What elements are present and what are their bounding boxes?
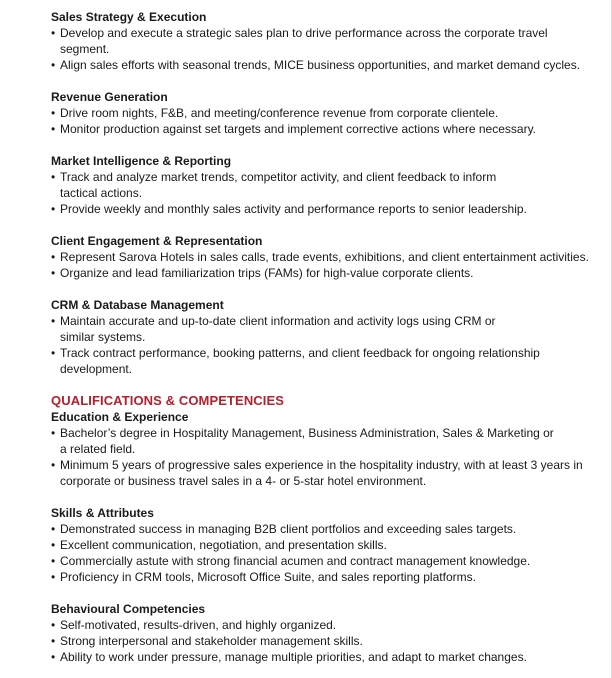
list-item: • Provide weekly and monthly sales activity and performance reports to senior leadership.	[51, 202, 527, 216]
subsection-education-experience	[51, 409, 596, 489]
list-item: • Develop and execute a strategic sales plan to drive performance across the corporate travel segment.	[51, 26, 548, 56]
bullet-list	[51, 249, 596, 281]
bullet-list	[51, 25, 596, 73]
list-item: • Organize and lead familiarization trips (FAMs) for high-value corporate clients.	[51, 266, 474, 280]
section-client-engagement	[51, 233, 596, 281]
list-item: • Drive room nights, F&B, and meeting/conference revenue from corporate clientele.	[51, 106, 499, 120]
section-title: Revenue Generation	[51, 90, 168, 104]
bullet-list	[51, 105, 596, 137]
list-item: • Ability to work under pressure, manage multiple priorities, and adapt to market changes.	[51, 650, 527, 664]
list-item: • Bachelor’s degree in Hospitality Management, Business Administration, Sales & Marketing or a related field.	[51, 426, 554, 456]
bullet-list	[51, 521, 596, 585]
bullet-list	[51, 425, 596, 489]
list-item: • Commercially astute with strong financial acumen and contract management knowledge.	[51, 554, 531, 568]
list-item: • Maintain accurate and up-to-date client information and activity logs using CRM or similar systems.	[51, 314, 496, 344]
section-title: Client Engagement & Representation	[51, 234, 263, 248]
list-item: • Monitor production against set targets and implement corrective actions where necessary.	[51, 122, 537, 136]
subsection-behavioural-competencies	[51, 601, 596, 665]
list-item: • Track contract performance, booking patterns, and client feedback for ongoing relationship development.	[51, 346, 540, 376]
list-item: • Excellent communication, negotiation, and presentation skills.	[51, 538, 387, 552]
document-content	[51, 9, 596, 665]
qualifications-heading: QUALIFICATIONS & COMPETENCIES	[51, 393, 285, 408]
bullet-list	[51, 617, 596, 665]
list-item: • Track and analyze market trends, competitor activity, and client feedback to inform tactical actions.	[51, 170, 497, 200]
section-title: CRM & Database Management	[51, 298, 224, 312]
section-title: Sales Strategy & Execution	[51, 10, 207, 24]
list-item: • Represent Sarova Hotels in sales calls, trade events, exhibitions, and client entertainment activities.	[51, 250, 589, 264]
bullet-list	[51, 313, 596, 377]
list-item: • Proficiency in CRM tools, Microsoft Office Suite, and sales reporting platforms.	[51, 570, 476, 584]
list-item: • Align sales efforts with seasonal trends, MICE business opportunities, and market demand cycles.	[51, 58, 581, 72]
qualifications-section	[51, 393, 596, 665]
section-revenue-generation	[51, 89, 596, 137]
list-item: • Strong interpersonal and stakeholder management skills.	[51, 634, 363, 648]
section-title: Skills & Attributes	[51, 506, 154, 520]
section-sales-strategy	[51, 9, 596, 73]
subsection-skills-attributes	[51, 505, 596, 585]
bullet-list	[51, 169, 596, 217]
list-item: • Demonstrated success in managing B2B client portfolios and exceeding sales targets.	[51, 522, 517, 536]
list-item: • Minimum 5 years of progressive sales experience in the hospitality industry, with at least 3 years in corporate or business travel sales in a 4- or 5-star hotel environment.	[51, 458, 583, 488]
list-item: • Self-motivated, results-driven, and highly organized.	[51, 618, 337, 632]
section-crm-database	[51, 297, 596, 377]
section-title: Behavioural Competencies	[51, 602, 206, 616]
section-market-intelligence	[51, 153, 596, 217]
section-title: Market Intelligence & Reporting	[51, 154, 232, 168]
section-title: Education & Experience	[51, 410, 189, 424]
